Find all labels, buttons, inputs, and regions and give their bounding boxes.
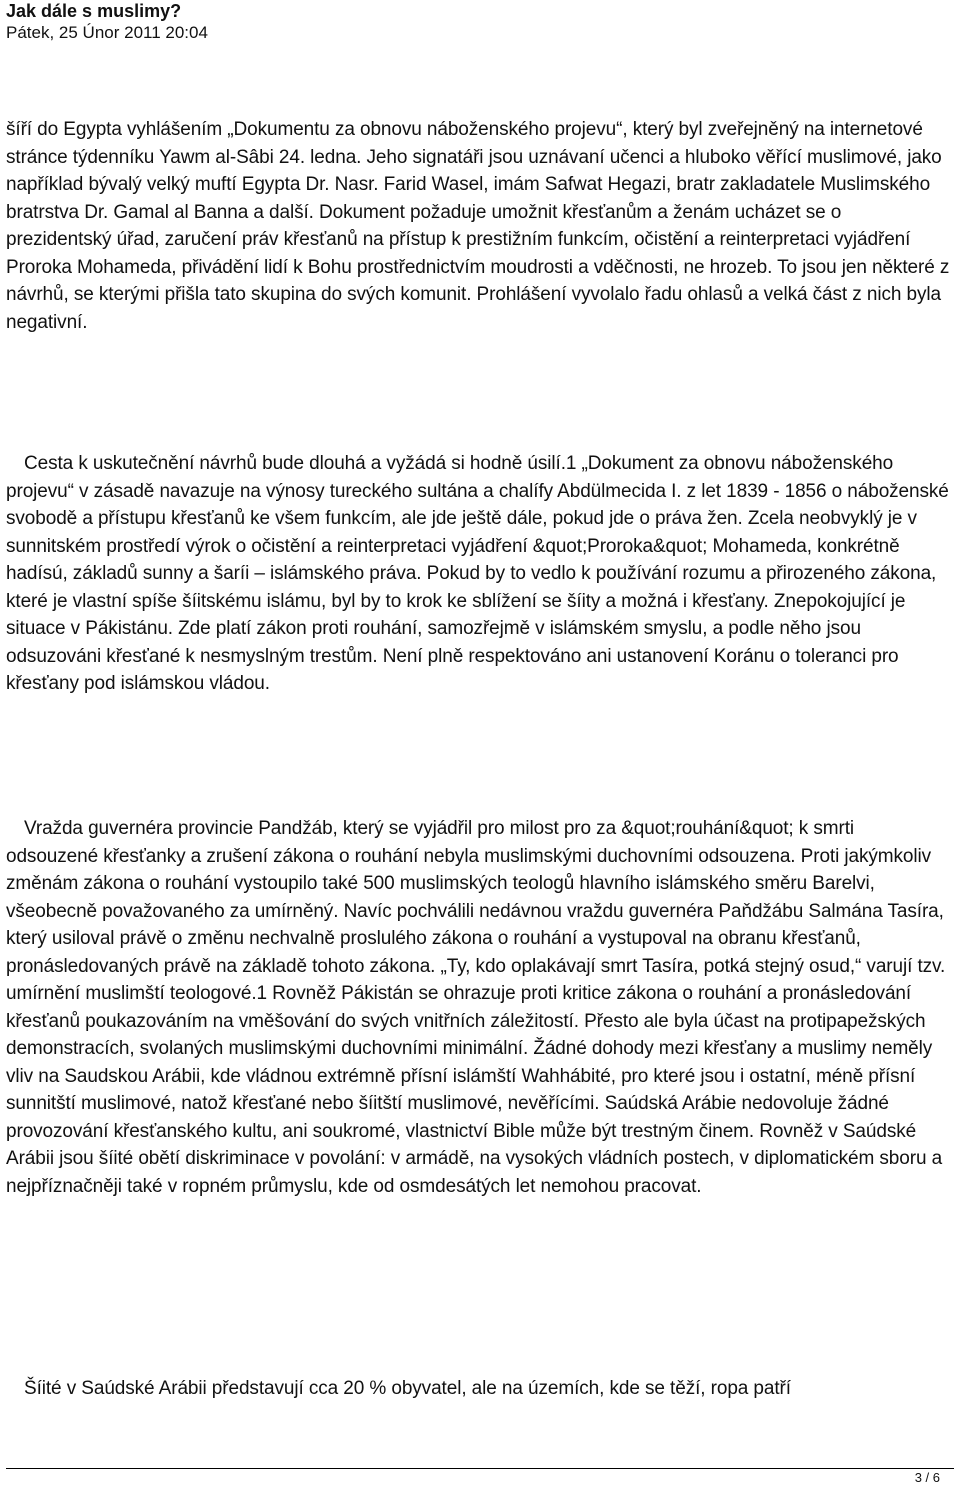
body-paragraph-3: Vražda guvernéra provincie Pandžáb, který se vyjádřil pro milost pro za &quot;rouhání&quot; k smrti odsouzené křesťanky a zrušení zákona o rouhání nebyla muslimskými duchovními odsouzena. Proti jakýmkoliv změnám zákona o rouhání vystoupilo také 500 muslimských teologů hlavního islámského směru Barelvi, všeobecně považovaného za umírněný. Navíc pochválili nedávnou vraždu guvernéra Paňdžábu Salmána Tasíra, který usiloval právě o změnu nechvalně proslulého zákona o rouhání a vystupoval na obranu křesťanů, pronásledovaných právě na základě tohoto zákona. „Ty, kdo oplakávají smrt Tasíra, potká stejný osud,“ varují tzv. umírnění muslimští teologové.1 Rovněž Pákistán se ohrazuje proti kritice zákona o rouhání a pronásledování křesťanů poukazováním na vměšování do svých vnitřních záležitostí. Přesto ale byla účast na protipapežských demonstracích, svolaných muslimskými duchovními minimální. Žádné dohody mezi křesťany a muslimy neměly vliv na Saudskou Arábii, kde vládnou extrémně přísní islámští Wahhábité, pro které jsou i ostatní, méně přísní sunnitští muslimové, natož křesťané nebo šíitští muslimové, nevěřícími. Saúdská Arábie nedovoluje žádné provozování křesťanského kultu, ani soukromé, vlastnictví Bible může být trestným činem. Rovněž v Saúdské Arábii jsou šíité obětí diskriminace v povolání: v armádě, na vysokých vládních postech, v diplomatickém sboru a nejpříznačněji také v ropném průmyslu, kde od osmdesátých let nemohou pracovat. bbox=[6, 818, 946, 1197]
page-number: 3 / 6 bbox=[914, 1470, 940, 1485]
body-paragraph-2: Cesta k uskutečnění návrhů bude dlouhá a vyžádá si hodně úsilí.1 „Dokument za obnovu náboženského projevu“ v zásadě navazuje na výnosy tureckého sultána a chalífy Abdülmecida I. z let 1839 - 1856 o náboženské svobodě a přístupu křesťanů ke všem funkcím, ale jde ještě dále, pokud jde o práva žen. Zcela neobvyklý je v sunnitském prostředí výrok o očistění a reinterpretaci vyjádření &quot;Proroka&quot; Mohameda, konkrétně hadísú, základů sunny a šaríi – islámského práva. Pokud by to vedlo k používání rozumu a přirozeného zákona, které je vlastní spíše šíitskému islámu, byl by to krok ke sblížení se šíity a možná i křesťany. Znepokojující je situace v Pákistánu. Zde platí zákon proti rouhání, samozřejmě v islámském smyslu, a podle něho jsou odsuzováni křesťané k nesmyslným trestům. Není plně respektováno ani ustanovení Koránu o toleranci pro křesťany pod islámskou vládou. bbox=[6, 453, 949, 694]
body-paragraph-1: šíří do Egypta vyhlášením „Dokumentu za obnovu náboženského projevu“, který byl zveřejněný na internetové stránce týdenníku Yawm al-Sâbi 24. ledna. Jeho signatáři jsou uznávaní učenci a hluboko věřící muslimové, jako například bývalý velký muftí Egypta Dr. Nasr. Farid Wasel, imám Safwat Hegazi, bratr zakladatele Muslimského bratrstva Dr. Gamal al Banna a další. Dokument požaduje umožnit křesťanům a ženám ucházet se o prezidentský úřad, zaručení práv křesťanů na přístup k prestižním funkcím, očistění a reinterpretaci vyjádření Proroka Mohameda, přivádění lidí k Bohu prostřednictvím moudrosti a vděčnosti, ne hrozeb. To jsou jen některé z návrhů, se kterými přišla tato skupina do svých komunit. Prohlášení vyvolalo řadu ohlasů a velká část z nich byla negativní. bbox=[6, 119, 950, 333]
footer-divider bbox=[6, 1468, 954, 1469]
article-date: Pátek, 25 Únor 2011 20:04 bbox=[6, 23, 208, 42]
body-paragraph-4: Šíité v Saúdské Arábii představují cca 20 % obyvatel, ale na územích, kde se těží, ropa patří bbox=[24, 1378, 791, 1399]
article-title: Jak dále s muslimy? bbox=[6, 1, 182, 21]
page-header bbox=[6, 0, 946, 44]
